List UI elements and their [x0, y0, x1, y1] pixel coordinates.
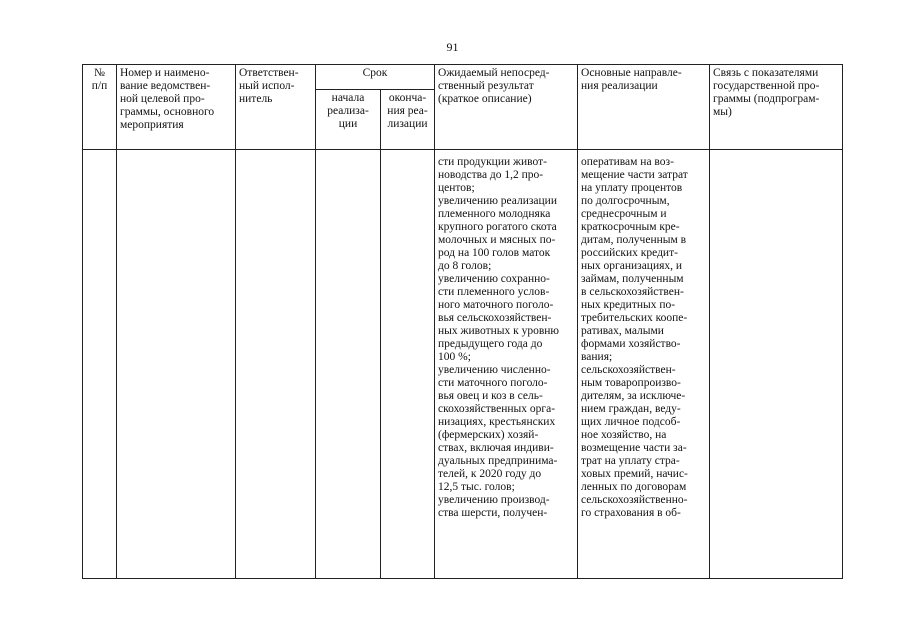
table-header-row: [83, 65, 843, 90]
header-directions: Основные направле- ния реализации: [578, 65, 710, 150]
cell-term-start: [316, 150, 381, 579]
cell-directions: оперативам на воз- мещение части затрат на уплату процентов по долгосрочным, среднесрочным и краткосрочным кре- дитам, полученным в российских кредит- ных организациях, и займам, полученным в сельскохозяйствен- ных кредитных по- требительских коопе- ративах, малыми формами хозяйство- вания; сельскохозяйствен- ным товаропроизво- дителям, за исключе- нием граждан, веду- щих личное подсоб- ное хозяйство, на возмещение части за- трат на уплату стра- ховых премий, начис- ленных по договорам сельскохозяйственно- го страхования в об-: [578, 150, 710, 579]
header-term-start: начала реализа- ции: [316, 90, 381, 150]
cell-term-end: [381, 150, 435, 579]
cell-program: [117, 150, 236, 579]
cell-num: [83, 150, 117, 579]
page-number: 91: [446, 40, 459, 54]
table-row: [83, 150, 843, 579]
cell-link: [710, 150, 843, 579]
header-program: Номер и наимено- вание ведомствен- ной целевой про- граммы, основного мероприятия: [117, 65, 236, 150]
header-num: № п/п: [83, 65, 117, 150]
program-table: [82, 64, 843, 579]
header-result: Ожидаемый непосред- ственный результат (краткое описание): [435, 65, 578, 150]
cell-executor: [236, 150, 316, 579]
header-executor: Ответствен- ный испол- нитель: [236, 65, 316, 150]
header-link: Связь с показателями государственной про- граммы (подпрограм- мы): [710, 65, 843, 150]
cell-result: сти продукции живот- новодства до 1,2 про- центов; увеличению реализации племенного молодняка крупного рогатого скота молочных и мясных по- род на 100 голов маток до 8 голов; увеличению сохранно- сти племенного услов- ного маточного поголо- вья сельскохозяйствен- ных животных к уровню предыдущего года до 100 %; увеличению численно- сти маточного поголо- вья овец и коз в сель- скохозяйственных орга- низациях, крестьянских (фермерских) хозяй- ствах, включая индиви- дуальных предпринима- телей, к 2020 году до 12,5 тыс. голов; увеличению производ- ства шерсти, получен-: [435, 150, 578, 579]
header-term-end: оконча- ния реа- лизации: [381, 90, 435, 150]
header-term: Срок: [316, 65, 435, 90]
